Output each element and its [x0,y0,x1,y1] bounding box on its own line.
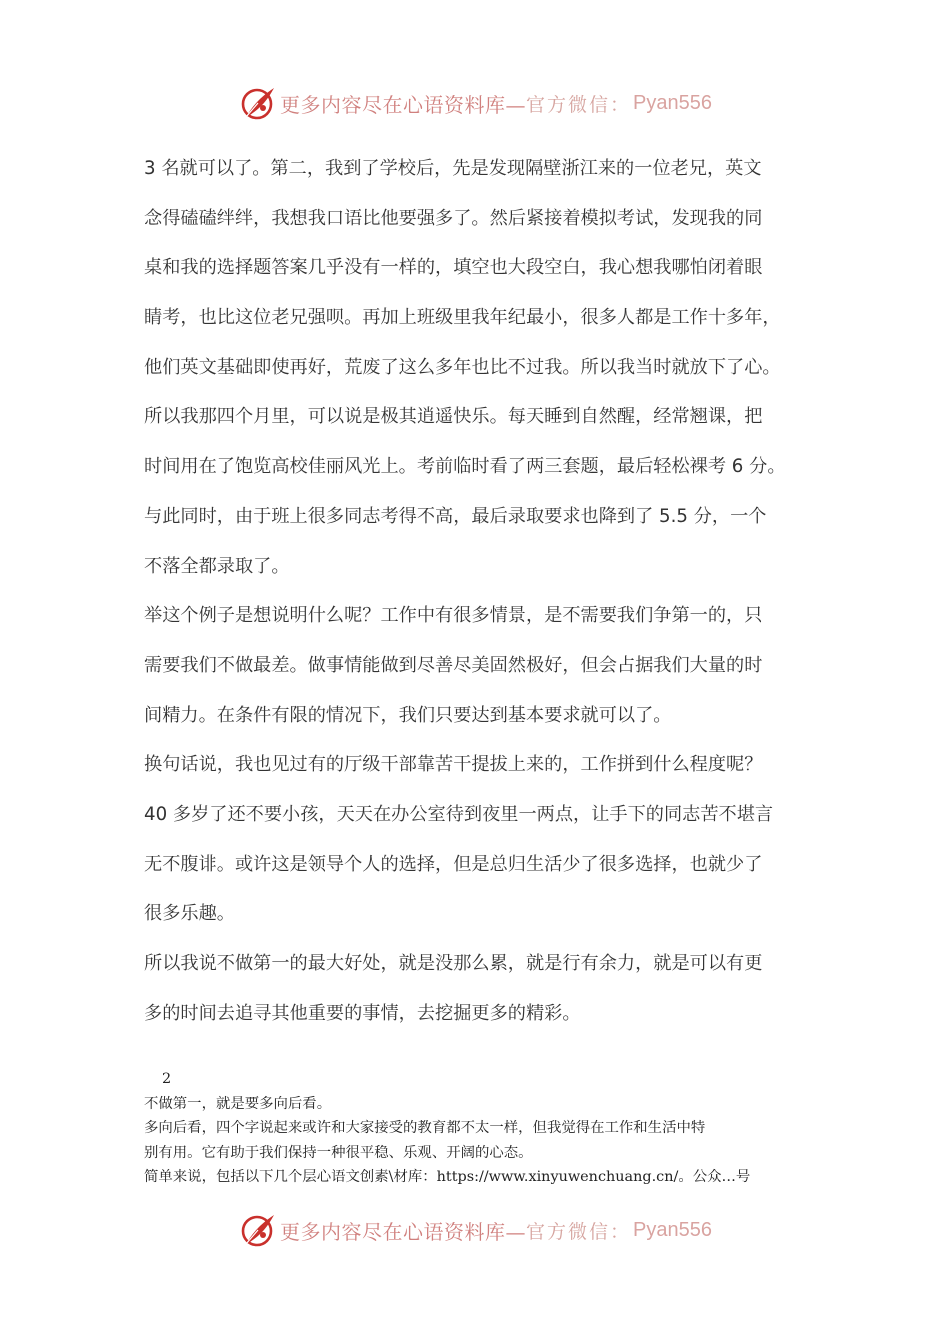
body-line: 睛考，也比这位老兄强呗。再加上班级里我年纪最小，很多人都是工作十多年， [144,307,781,329]
header-banner-content [238,83,712,123]
footer-banner-text: 更多内容尽在心语资料库— [280,1219,526,1244]
body-line: 所以我那四个月里，可以说是极其逍遥快乐。每天睡到自然醒，经常翘课，把 [144,406,763,428]
header-wechat-id: Pyan556 [633,91,712,114]
header-banner-text: 更多内容尽在心语资料库— [280,92,526,117]
section-line: 不做第一，就是要多向后看。 [144,1095,332,1112]
body-line: 间精力。在条件有限的情况下，我们只要达到基本要求就可以了。 [144,704,672,726]
article-body [144,152,814,1046]
body-line: 举这个例子是想说明什么呢？工作中有很多情景，是不需要我们争第一的，只 [144,605,763,627]
section-line: 别有用。它有助于我们保持一种很平稳、乐观、开阔的心态。 [144,1144,533,1161]
body-line: 无不腹诽。或许这是领导个人的选择，但是总归生活少了很多选择，也就少了 [144,853,763,875]
footer-wechat-id: Pyan556 [633,1218,712,1241]
section-line: 多向后看，四个字说起来或许和大家接受的教育都不太一样，但我觉得在工作和生活中特 [144,1120,706,1136]
section-number: 2 [162,1071,172,1087]
quill-pen-icon [238,83,278,123]
body-line: 与此同时，由于班上很多同志考得不高，最后录取要求也降到了 5.5 分，一个 [144,505,767,527]
body-line: 所以我说不做第一的最大好处，就是没那么累，就是行有余力，就是可以有更 [144,953,763,974]
body-line: 需要我们不做最差。做事情能做到尽善尽美固然极好，但会占据我们大量的时 [144,654,763,676]
body-line: 换句话说，我也见过有的厅级干部靠苦干提拔上来的，工作拼到什么程度呢？ [144,754,763,776]
body-line: 3 名就可以了。第二，我到了学校后，先是发现隔壁浙江来的一位老兄，英文 [144,158,762,179]
body-line: 他们英文基础即使再好，荒废了这么多年也比不过我。所以我当时就放下了心。 [144,356,781,378]
header-banner [0,81,950,125]
body-line: 不落全都录取了。 [144,555,290,577]
body-line: 桌和我的选择题答案几乎没有一样的，填空也大段空白，我心想我哪怕闭着眼 [144,257,763,279]
body-line: 念得磕磕绊绊，我想我口语比他要强多了。然后紧接着模拟考试，发现我的同 [144,207,763,229]
footer-banner [0,1208,950,1252]
footer-banner-content [238,1210,712,1250]
header-wechat-label: 官方微信： [526,93,632,116]
body-line: 40 多岁了还不要小孩，天天在办公室待到夜里一两点，让手下的同志苦不堪言 [144,803,774,825]
quill-pen-icon [238,1210,278,1250]
body-line: 多的时间去追寻其他重要的事情，去挖掘更多的精彩。 [144,1002,581,1024]
body-line: 时间用在了饱览高校佳丽风光上。考前临时看了两三套题，最后轻松裸考 6 分。 [144,456,786,478]
section-two [144,1067,814,1190]
body-line: 很多乐趣。 [144,903,235,925]
footer-wechat-label: 官方微信： [526,1220,632,1243]
section-line-with-link: 简单来说，包括以下几个层心语文创素\材库：https://www.xinyuwenchuang.cn/。公众…号 [144,1169,751,1185]
